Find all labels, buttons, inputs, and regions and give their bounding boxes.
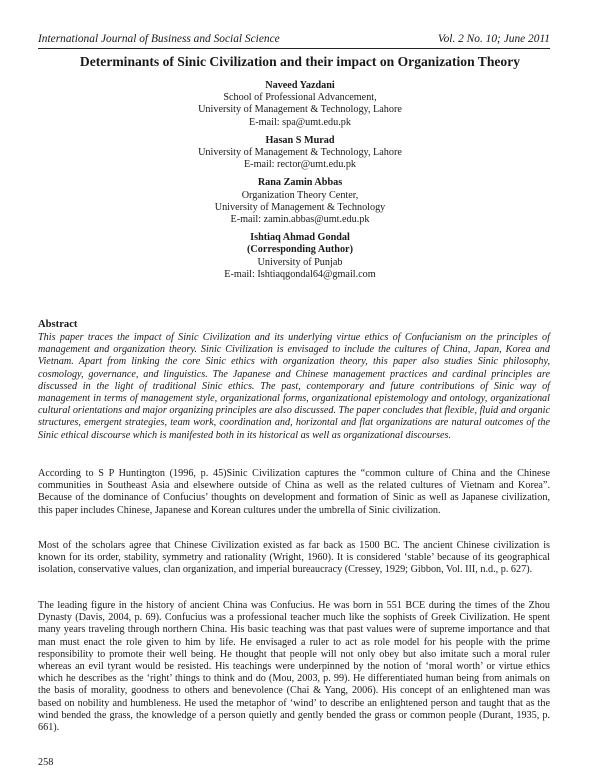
author-affiliation: School of Professional Advancement, (223, 92, 377, 104)
author-name: Naveed Yazdani (265, 80, 335, 91)
author-name: Ishtiaq Ahmad Gondal (250, 232, 350, 244)
author-2 (0, 135, 600, 172)
author-4 (0, 232, 600, 281)
body-paragraph-2: Most of the scholars agree that Chinese Civilization existed as far back as 1500 BC. The ancient Chinese civilization is known for its order, stability, symmetry and rationality (Wright, 1960). It is considered ‘stable’ because of its geographical isolation, conservative values, clan organization, and imperial bureaucracy (Cressey, 1929; Gibbon, Vol. III, n.d., p. 627). (38, 540, 550, 576)
author-name: Rana Zamin Abbas (257, 177, 343, 189)
body-paragraph-1: According to S P Huntington (1996, p. 45)Sinic Civilization captures the “common culture of China and the Chinese communities in Southeast Asia and elsewhere outside of China as well as the related cultures of Vietnam and Korea”. Because of the dominance of Confucius’ thoughts on development and formation of Sinic as well as Japanese civilization, this paper includes Chinese, Japanese and Korean cultures under the umbrella of Sinic civilization. (38, 468, 550, 516)
issue-info: Vol. 2 No. 10; June 2011 (437, 33, 550, 45)
page-number: 258 (38, 757, 54, 768)
author-name: Hasan S Murad (265, 134, 335, 146)
author-affiliation: Organization Theory Center, (241, 189, 359, 201)
header-rule (38, 48, 550, 49)
paper-title: Determinants of Sinic Civilization and their impact on Organization Theory (79, 54, 521, 69)
author-affiliation: University of Management & Technology (214, 201, 386, 213)
running-header (38, 33, 550, 45)
author-email: E-mail: spa@umt.edu.pk (249, 116, 351, 128)
author-affiliation: University of Management & Technology, Lahore (198, 104, 402, 116)
author-email: E-mail: zamin.abbas@umt.edu.pk (230, 214, 370, 226)
author-affiliation: University of Management & Technology, Lahore (198, 147, 402, 159)
abstract-heading: Abstract (38, 319, 78, 330)
author-email: E-mail: rector@umt.edu.pk (243, 159, 357, 171)
journal-name: International Journal of Business and Social Science (38, 33, 280, 45)
author-1 (0, 80, 600, 129)
corresponding-author-note: (Corresponding Author) (247, 244, 353, 256)
author-block (0, 80, 600, 287)
abstract-text: This paper traces the impact of Sinic Civilization and its underlying virtue ethics of Confucianism on the principles of management and organization theory. Sinic Civilization is envisaged to include the cultures of China, Japan, Korea and Vietnam. Apart from linking the core Sinic ethics with organization theory, this paper also studies Sinic philosophy, cosmology, governance, and linguistics. The Japanese and Chinese management practices and cardinal principles are discussed in the light of traditional Sinic ethics. The past, contemporary and future contributions of Sinic way of management in terms of management style, organizational forms, organizational epistemology and ontology, organizational cultural orientations and major organizing principles are also discussed. The paper concludes that flexible, fluid and organic structures, emergent strategies, team work, coordination and, horizontal and flat organizations are natural outcomes of the Sinic ethical discourse which is manifested both in its historical as well as organizational discourses. (38, 332, 550, 441)
author-email: E-mail: Ishtiaqgondal64@gmail.com (224, 268, 376, 280)
body-paragraph-3: The leading figure in the history of ancient China was Confucius. He was born in 551 BCE during the times of the Zhou Dynasty (Davis, 2004, p. 69). Confucius was a professional teacher much like the sophists of Greek Civilization. He spent many years traveling through northern China. His basic teaching was that past values were of supreme importance and that man must enact the role given to him by life. He envisaged a ruler to act as role model for his people with the prime responsibility to promote their well being. He thought that people will not only obey but also imitate such a moral ruler whereas an evil tyrant would be resisted. His teachings were underpinned by the notion of ‘moral worth’ or virtue ethics which he describes as the ‘right’ things to think and do (Mou, 2003, p. 99). He differentiated human being from animals on the basis of morality, goodness to others and benevolence (Chai & Yang, 2006). His concept of an enlightened man was based on nobility and humbleness. He used the metaphor of ‘wind’ to describe an enlightened person and taught that as the wind bended the grass, the knowledge of a person quietly and gently bended the grass or common people (Durant, 1935, p. 661). (38, 600, 550, 734)
author-affiliation: University of Punjab (257, 256, 343, 268)
author-3 (0, 177, 600, 226)
